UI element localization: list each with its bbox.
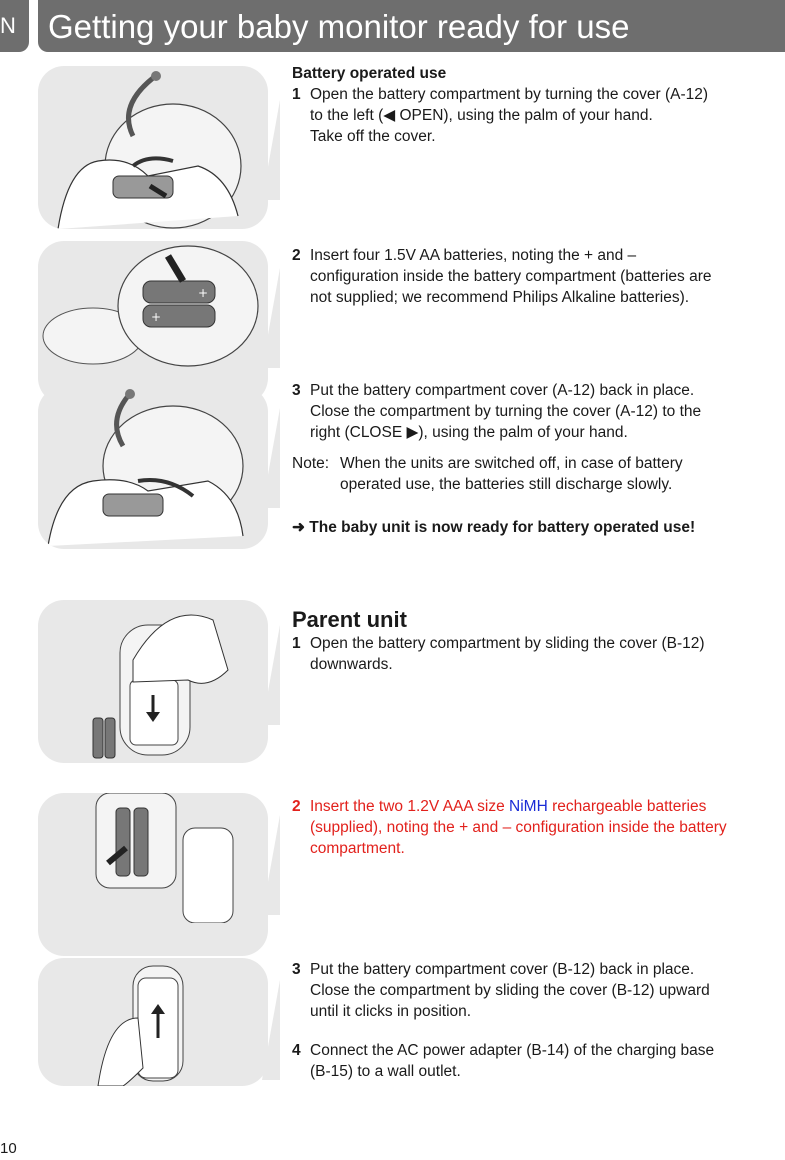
illustration-open-cover [38,66,268,229]
step-item [292,84,782,147]
svg-text:+: + [151,310,162,324]
step-text: not supplied; we recommend Philips Alkaline batteries). [310,289,690,306]
step-text [310,796,727,817]
step-text: right (CLOSE ▶), using the palm of your hand. [310,424,628,441]
step-text: (supplied), noting the + and – configuration inside the battery [310,819,727,836]
step-item [292,380,782,443]
step-text: compartment. [310,840,405,857]
step-item [292,959,782,1022]
step-text: until it clicks in position. [310,1003,472,1020]
illustration-parent-open [38,600,268,763]
parent-heading: Parent unit [292,607,407,632]
illustration-close-cover [38,386,268,549]
step-number: 1 [292,635,301,652]
step-text: to the left (◀ OPEN), using the palm of your hand. [310,107,653,124]
step-number: 2 [292,247,301,264]
page-title: Getting your baby monitor ready for use [48,8,630,45]
page-number: 10 [0,1140,17,1157]
note-text: operated use, the batteries still discharge slowly. [340,476,673,493]
panel-pointer [262,100,280,200]
step-text-part: Insert the two 1.2V AAA size [310,798,510,815]
illustration-insert-batteries [38,241,268,404]
step-text: Open the battery compartment by sliding the cover (B-12) [310,635,705,652]
parent-step1-block [292,607,782,675]
step-item [292,245,782,308]
title-bar [38,0,785,52]
svg-text:+: + [198,286,209,300]
panel-pointer [262,815,280,915]
language-tab: N [0,0,29,52]
step-text: Open the battery compartment by turning the cover (A-12) [310,86,709,103]
note [292,453,782,495]
battery-heading: Battery operated use [292,65,447,82]
panel-pointer [262,625,280,725]
step-text: Insert four 1.5V AA batteries, noting the + and – [310,247,637,264]
panel-pointer [262,268,280,368]
step-text-part: rechargeable batteries [547,798,707,815]
illustration-parent-insert [38,793,268,956]
parent-step3-block [292,959,782,1082]
battery-step1-block [292,63,782,147]
parent-step2-block [292,796,782,859]
note-text: When the units are switched off, in case of battery [340,455,683,472]
nimh-highlight: NiMH [509,798,548,815]
step-number: 3 [292,961,301,978]
result-line: ➜ The baby unit is now ready for battery operated use! [292,519,696,536]
step-number: 3 [292,382,301,399]
step-text: Put the battery compartment cover (B-12) back in place. [310,961,695,978]
note-label: Note: [292,455,330,472]
step-text: configuration inside the battery compartment (batteries are [310,268,712,285]
step-item [292,1040,782,1082]
step-text: Close the compartment by sliding the cover (B-12) upward [310,982,710,999]
step-text: (B-15) to a wall outlet. [310,1063,461,1080]
step-item [292,633,782,675]
step-text: Connect the AC power adapter (B-14) of the charging base [310,1042,715,1059]
step-text: downwards. [310,656,393,673]
battery-step2-block [292,245,782,308]
panel-pointer [262,980,280,1080]
illustration-parent-close [38,958,268,1086]
panel-pointer [262,408,280,508]
step-number: 1 [292,86,301,103]
step-text: Close the compartment by turning the cover (A-12) to the [310,403,702,420]
step-number: 2 [292,798,301,815]
step-number: 4 [292,1042,301,1059]
step-item [292,796,782,859]
step-text: Put the battery compartment cover (A-12) back in place. [310,382,695,399]
battery-step3-block [292,380,782,538]
step-text: Take off the cover. [310,128,436,145]
